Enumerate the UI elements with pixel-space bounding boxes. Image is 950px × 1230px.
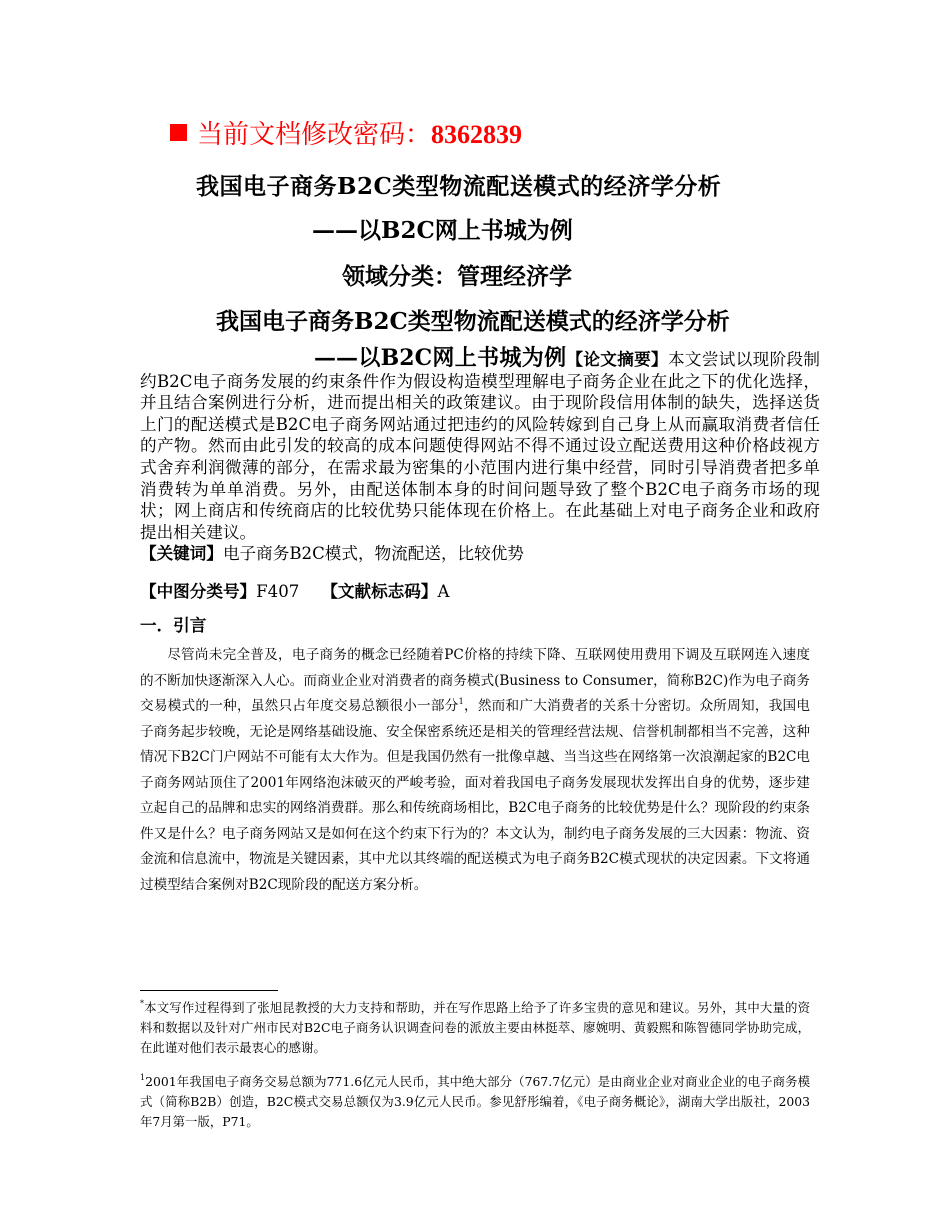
footnote-1-mark: 1 [140,1073,146,1082]
doc-code-label: 【文献标志码】 [321,581,438,601]
footnotes [140,998,810,1132]
repeated-subtitle: ——以B2C网上书城为例 [314,345,567,371]
password-notice [170,114,522,151]
section-heading: 一．引言 [140,615,207,635]
password-code: 8362839 [431,120,523,149]
main-subtitle: ——以B2C网上书城为例 [312,217,573,244]
clc-label: 【中图分类号】 [140,581,257,601]
abstract-block [140,345,821,565]
password-label: 当前文档修改密码： [197,120,432,150]
doc-code-value: A [437,582,450,601]
footnote-1 [140,1072,810,1132]
repeated-title: 我国电子商务B2C类型物流配送模式的经济学分析 [216,308,730,335]
paragraph-text-part-1: 尽管尚未完全普及，电子商务的概念已经随着PC价格的持续下降、互联网使用费用下调及互联网连入速度的不断加快逐渐深入人心。而商业企业对消费者的商务模式(Business to Consumer，简称B2C)作为电子商务交易模式的一种，虽然只占年度交易总额很小一部分 [140,647,810,714]
footnote-star-mark: * [140,999,144,1008]
paragraph [140,643,810,898]
keywords-text: 电子商务B2C模式，物流配送，比较优势 [222,544,524,564]
footnote-acknowledgement [140,998,810,1058]
red-square-bullet-icon [170,124,187,141]
footnote-ref-1[interactable]: 1 [458,697,464,706]
paragraph-text-part-2: ，然而和广大消费者的关系十分密切。众所周知，我国电子商务起步较晚，无论是网络基础设施、安全保密系统还是相关的管理经营法规、信誉机制都相当不完善，这种情况下B2C门户网站不可能有太大作为。但是我国仍然有一批像卓越、当当这些在网络第一次浪潮起家的B2C电子商务网站顶住了2001年网络泡沫破灭的严峻考验，面对着我国电子商务发展现状发挥出自身的优势，逐步建立起自己的品牌和忠实的网络消费群。那么和传统商场相比，B2C电子商务的比较优势是什么？现阶段的约束条件又是什么？电子商务网站又是如何在这个约束下行为的？本文认为，制约电子商务发展的三大因素：物流、资金流和信息流中，物流是关键因素，其中尤以其终端的配送模式为电子商务B2C模式现状的决定因素。下文将通过模型结合案例对B2C现阶段的配送方案分析。 [140,698,811,893]
keywords-label: 【关键词】 [140,543,223,564]
abstract-label: 【论文摘要】 [566,349,668,369]
footnote-star-text: 本文写作过程得到了张旭昆教授的大力支持和帮助，并在写作思路上给予了许多宝贵的意见和建议。另外，其中大量的资料和数据以及针对广州市民对B2C电子商务认识调查问卷的派放主要由林挺萃、廖婉明、黄毅熙和陈智德同学协助完成，在此谨对他们表示最衷心的感谢。 [140,1000,810,1055]
main-title: 我国电子商务B2C类型物流配送模式的经济学分析 [196,173,722,200]
classification-line [140,578,449,602]
clc-value: F407 [256,582,300,601]
footnote-1-text: 2001年我国电子商务交易总额为771.6亿元人民币，其中绝大部分（767.7亿元）是由商业企业对商业企业的电子商务模式（简称B2B）创造，B2C模式交易总额仅为3.9亿元人民币。参见舒彤编着，《电子商务概论》，湖南大学出版社，2003年7月第一版，P71。 [140,1074,810,1129]
abstract-text: 本文尝试以现阶段制约B2C电子商务发展的约束条件作为假设构造模型理解电子商务企业在此之下的优化选择，并且结合案例进行分析，进而提出相关的政策建议。由于现阶段信用体制的缺失，选择送货上门的配送模式是B2C电子商务网站通过把违约的风险转嫁到自己身上从而赢取消费者信任的产物。然而由此引发的较高的成本问题使得网站不得不通过设立配送费用这种价格歧视方式舍弃利润微薄的部分，在需求最为密集的小范围内进行集中经营，同时引导消费者把多单消费转为单单消费。另外，由配送体制本身的时间问题导致了整个B2C电子商务市场的现状；网上商店和传统商店的比较优势只能体现在价格上。在此基础上对电子商务企业和政府提出相关建议。 [140,350,821,542]
field-classification: 领域分类：管理经济学 [342,263,572,290]
section-body [140,643,810,898]
footnote-divider [140,990,278,991]
